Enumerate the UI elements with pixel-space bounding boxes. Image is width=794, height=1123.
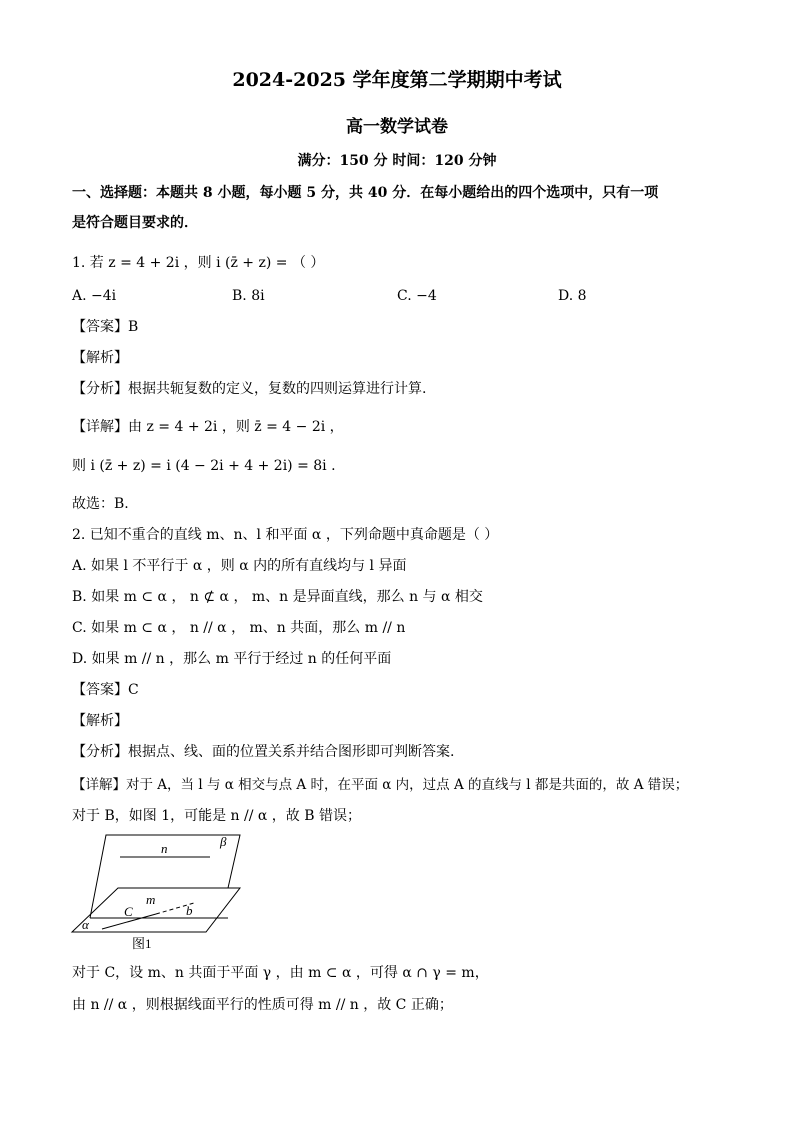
figure-caption: 图1 bbox=[132, 936, 152, 951]
label-m: m bbox=[146, 892, 156, 907]
label-beta: β bbox=[220, 834, 227, 849]
q1-option-c: C. −4 bbox=[397, 288, 437, 304]
q1-stem: 1. 若 z = 4 + 2i ，则 i (z̄ + z) = （ ） bbox=[72, 255, 325, 271]
exam-title: 2024-2025 学年度第二学期期中考试 bbox=[232, 69, 562, 91]
q2-analysis-label: 【解析】 bbox=[72, 713, 128, 729]
q2-detail-3: 对于 C，设 m、n 共面于平面 γ ，由 m ⊂ α ，可得 α ∩ γ = m， bbox=[72, 965, 489, 981]
q2-answer: 【答案】C bbox=[72, 682, 139, 698]
q1-option-d: D. 8 bbox=[558, 288, 587, 304]
q1-answer: 【答案】B bbox=[72, 319, 139, 335]
q1-detail-2: 则 i (z̄ + z) = i (4 − 2i + 4 + 2i) = 8i . bbox=[72, 458, 336, 474]
label-c: C bbox=[124, 904, 133, 919]
section-heading-line1: 一、选择题：本题共 8 小题，每小题 5 分，共 40 分．在每小题给出的四个选项中，只有一项 bbox=[72, 185, 659, 201]
exam-subtitle: 高一数学试卷 bbox=[346, 117, 448, 137]
q2-fenxi: 【分析】根据点、线、面的位置关系并结合图形即可判断答案. bbox=[72, 744, 455, 760]
q2-detail-2: 对于 B，如图 1，可能是 n // α ，故 B 错误； bbox=[72, 808, 361, 824]
q1-option-a: A. −4i bbox=[72, 288, 117, 304]
q2-option-d: D. 如果 m // n ，那么 m 平行于经过 n 的任何平面 bbox=[72, 651, 392, 667]
label-n: n bbox=[161, 841, 168, 856]
plane-alpha-outline bbox=[72, 888, 240, 932]
exam-meta: 满分：150 分 时间：120 分钟 bbox=[297, 153, 497, 169]
q1-detail-1: 【详解】由 z = 4 + 2i ，则 z̄ = 4 − 2i ， bbox=[72, 419, 344, 435]
q1-option-b: B. 8i bbox=[232, 288, 265, 304]
label-b: b bbox=[186, 903, 193, 918]
figure-1 bbox=[68, 830, 248, 955]
section-heading-line2: 是符合题目要求的． bbox=[72, 215, 198, 231]
q1-analysis-label: 【解析】 bbox=[72, 350, 128, 366]
q2-option-a: A. 如果 l 不平行于 α ，则 α 内的所有直线均与 l 异面 bbox=[72, 558, 407, 574]
q2-option-b: B. 如果 m ⊂ α ， n ⊄ α ， m、n 是异面直线，那么 n 与 α 相交 bbox=[72, 589, 483, 605]
q2-option-c: C. 如果 m ⊂ α ， n // α ， m、n 共面，那么 m // n bbox=[72, 620, 406, 636]
q2-detail-4: 由 n // α ，则根据线面平行的性质可得 m // n ，故 C 正确； bbox=[72, 997, 453, 1013]
q2-detail-1: 【详解】对于 A，当 l 与 α 相交与点 A 时，在平面 α 内，过点 A 的直线与 l 都是共面的，故 A 错误； bbox=[72, 777, 689, 793]
q2-stem: 2. 已知不重合的直线 m、n、l 和平面 α ，下列命题中真命题是（ ） bbox=[72, 527, 499, 543]
q1-fenxi: 【分析】根据共轭复数的定义，复数的四则运算进行计算. bbox=[72, 381, 427, 397]
q1-conclusion: 故选：B. bbox=[72, 496, 129, 512]
label-alpha: α bbox=[82, 917, 89, 932]
